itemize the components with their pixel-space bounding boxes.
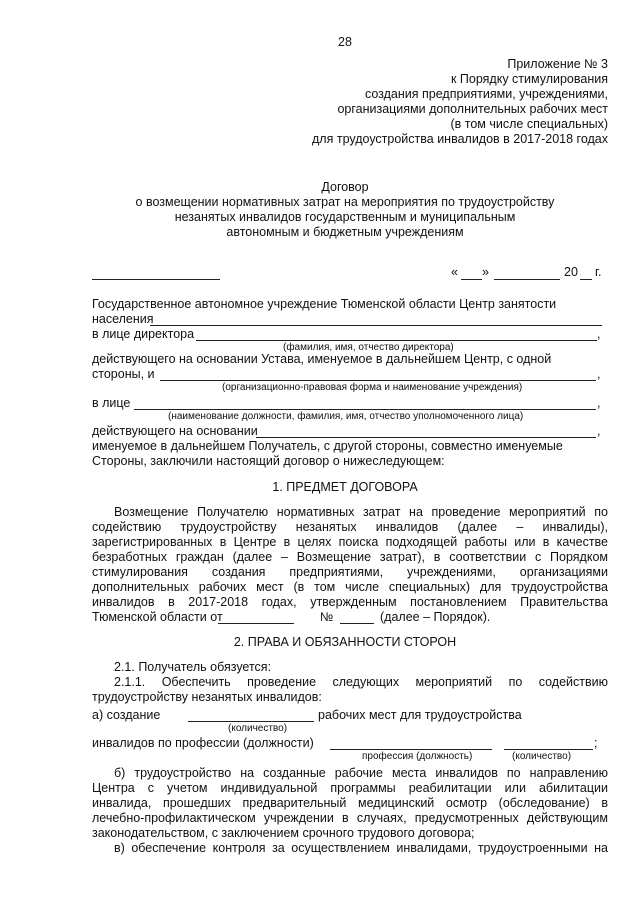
title-line-2: о возмещении нормативных затрат на мероприятия по трудоустройству <box>135 195 555 209</box>
appendix-line-1: Приложение № 3 <box>507 57 608 71</box>
item-c-line-1: в) обеспечение контроля за осуществлением инвалидами, трудоустроенными на <box>114 841 608 855</box>
appendix-line-5: (в том числе специальных) <box>450 117 608 131</box>
parties-line-2: населения <box>92 312 154 326</box>
place-blank[interactable] <box>92 279 220 280</box>
date-quote-open: « <box>451 265 458 279</box>
parties-blank-1[interactable] <box>150 325 602 326</box>
date-year: 20 <box>564 265 578 279</box>
parties-line-7-comma: , <box>597 424 601 438</box>
section-1-line-8c: (далее – Порядок). <box>380 610 491 624</box>
day-blank[interactable] <box>461 279 482 280</box>
item-b-line-2: Центра с учетом индивидуальной программы реабилитации или абилитации <box>92 781 608 795</box>
item-b-line-5: законодательством, с заключением срочного трудового договора; <box>92 826 475 840</box>
clause-2-1-1-line-1: 2.1.1. Обеспечить проведение следующих мероприятий по содействию <box>114 675 608 689</box>
section-1-line-2: содействию трудоустройству незанятых инвалидов (далее – инвалиды), <box>92 520 608 534</box>
clause-2-1-1-line-2: трудоустройству незанятых инвалидов: <box>92 690 322 704</box>
section-1-heading: 1. ПРЕДМЕТ ДОГОВОРА <box>272 480 418 494</box>
section-1-line-8a: Тюменской области от <box>92 610 223 624</box>
caption-quantity-2: (количество) <box>512 751 572 762</box>
appendix-line-2: к Порядку стимулирования <box>450 72 608 86</box>
section-1-line-3: зарегистрированных в Центре в целях поиска подходящей работы или в качестве <box>92 535 608 549</box>
caption-quantity-1: (количество) <box>228 723 288 734</box>
parties-line-6-comma: , <box>597 396 601 410</box>
caption-director: (фамилия, имя, отчество директора) <box>283 342 454 353</box>
item-b-line-3: инвалида, прошедших предварительный медицинский осмотр (обследование) в <box>92 796 608 810</box>
appendix-line-3: создания предприятиями, учреждениями, <box>364 87 608 101</box>
parties-line-7: действующего на основании <box>92 424 258 438</box>
clause-2-1: 2.1. Получатель обязуется: <box>114 660 272 674</box>
representative-blank[interactable] <box>134 409 596 410</box>
section-1-line-4: безработных граждан (далее – Возмещение затрат), в соответствии с Порядком <box>92 550 608 564</box>
appendix-line-4: организациями дополнительных рабочих мест <box>337 102 608 116</box>
profession-blank[interactable] <box>330 749 492 750</box>
section-2-heading: 2. ПРАВА И ОБЯЗАННОСТИ СТОРОН <box>233 635 457 649</box>
jobs-quantity-blank[interactable] <box>188 721 314 722</box>
page-number: 28 <box>338 35 352 49</box>
title-line-1: Договор <box>321 180 369 194</box>
section-1-line-1: Возмещение Получателю нормативных затрат на проведение мероприятий по <box>114 505 608 519</box>
year-blank[interactable] <box>580 279 592 280</box>
resolution-date-blank[interactable] <box>218 623 294 624</box>
item-a-label: а) создание <box>92 708 161 722</box>
title-line-4: автономным и бюджетным учреждениям <box>226 225 464 239</box>
parties-line-8: именуемое в дальнейшем Получатель, с другой стороны, совместно именуемые <box>92 439 563 453</box>
section-1-line-7: инвалидов в 2017-2018 годах, утвержденным постановлением Правительства <box>92 595 608 609</box>
section-1-line-8b: № <box>320 610 334 624</box>
profession-quantity-blank[interactable] <box>504 749 593 750</box>
director-name-blank[interactable] <box>196 340 597 341</box>
parties-line-3-comma: , <box>597 327 601 341</box>
resolution-number-blank[interactable] <box>340 623 374 624</box>
caption-profession: профессия (должность) <box>362 751 473 762</box>
parties-line-9: Стороны, заключили настоящий договор о нижеследующем: <box>92 454 445 468</box>
item-b-line-1: б) трудоустройство на созданные рабочие места инвалидов по направлению <box>114 766 608 780</box>
parties-line-3: в лице директора <box>92 327 195 341</box>
date-quote-close: » <box>482 265 489 279</box>
institution-blank[interactable] <box>160 380 596 381</box>
title-line-3: незанятых инвалидов государственным и муниципальным <box>174 210 516 224</box>
parties-line-5-comma: , <box>597 367 601 381</box>
parties-line-5: стороны, и <box>92 367 155 381</box>
item-a-tail: рабочих мест для трудоустройства <box>318 708 522 722</box>
parties-line-4: действующего на основании Устава, именуемое в дальнейшем Центр, с одной <box>92 352 552 366</box>
profession-semicolon: ; <box>594 736 598 750</box>
date-g: г. <box>595 265 602 279</box>
month-blank[interactable] <box>494 279 560 280</box>
profession-label: инвалидов по профессии (должности) <box>92 736 314 750</box>
item-b-line-4: лечебно-профилактическом учреждении в случаях, предусмотренных действующим <box>92 811 608 825</box>
caption-representative: (наименование должности, фамилия, имя, отчество уполномоченного лица) <box>168 411 524 422</box>
basis-blank[interactable] <box>256 437 596 438</box>
section-1-line-6: дополнительных рабочих мест (в том числе специальных) для трудоустройства <box>92 580 608 594</box>
caption-institution: (организационно-правовая форма и наименование учреждения) <box>222 382 523 393</box>
section-1-line-5: стимулирования создания предприятиями, учреждениями, организациями <box>92 565 608 579</box>
parties-line-1: Государственное автономное учреждение Тюменской области Центр занятости <box>92 297 557 311</box>
appendix-line-6: для трудоустройства инвалидов в 2017-2018 годах <box>312 132 608 146</box>
parties-line-6: в лице <box>92 396 131 410</box>
